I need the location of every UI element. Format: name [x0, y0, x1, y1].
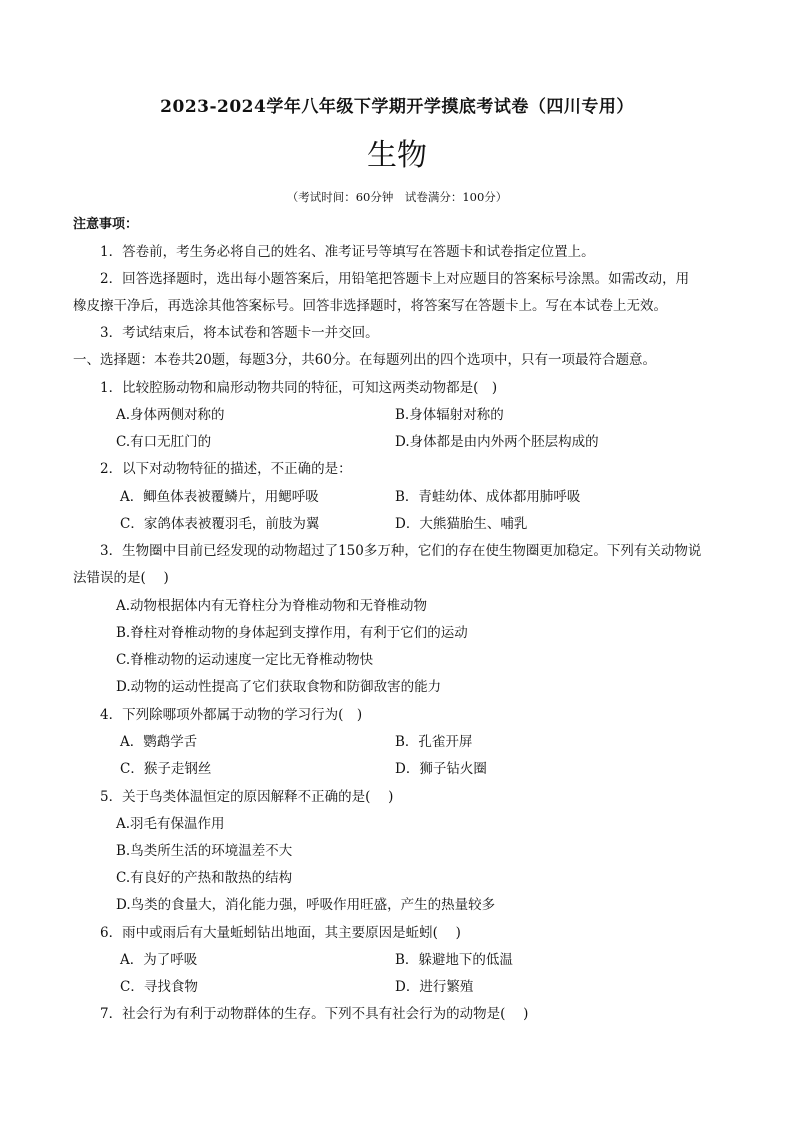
notice-heading: 注意事项： [73, 217, 139, 232]
question-3-option-b: B.脊柱对脊椎动物的身体起到支撑作用，有利于它们的运动 [116, 625, 468, 641]
section-heading [73, 351, 656, 369]
notice-item-2-cont: 橡皮擦干净后，再选涂其他答案标号。回答非选择题时，将答案写在答题卡上。写在本试卷上无效。 [73, 298, 667, 314]
question-4-option-c: C．猴子走钢丝 [120, 761, 212, 777]
question-6-option-a: A．为了呼吸 [120, 952, 198, 968]
exam-title: 2023-2024学年八年级下学期开学摸底考试卷（四川专用） [160, 97, 634, 117]
section-description: 本卷共20题，每题3分，共60分。在每题列出的四个选项中，只有一项最符合题意。 [154, 352, 656, 368]
question-3-stem: 3．生物圈中目前已经发现的动物超过了150多万种，它们的存在使生物圈更加稳定。下列有关动物说 [100, 543, 702, 559]
question-5-option-a: A.羽毛有保温作用 [116, 816, 225, 832]
question-1-option-a: A.身体两侧对称的 [116, 407, 225, 423]
question-1-option-c: C.有口无肛门的 [116, 434, 212, 450]
question-3-option-a: A.动物根据体内有无脊柱分为脊椎动物和无脊椎动物 [116, 598, 428, 614]
question-2-option-b: B．青蛙幼体、成体都用肺呼吸 [395, 489, 581, 505]
notice-item-3: 3．考试结束后，将本试卷和答题卡一并交回。 [100, 325, 379, 341]
question-1-option-d: D.身体都是由内外两个胚层构成的 [395, 434, 599, 450]
notice-item-2: 2．回答选择题时，选出每小题答案后，用铅笔把答题卡上对应题目的答案标号涂黑。如需改动，用 [100, 271, 690, 287]
question-1-option-b: B.身体辐射对称的 [395, 407, 504, 423]
question-6-option-c: C．寻找食物 [120, 979, 198, 995]
section-label: 一、选择题： [73, 352, 154, 368]
question-2-option-c: C．家鸽体表被覆羽毛，前肢为翼 [120, 516, 320, 532]
exam-info: （考试时间：60分钟 试卷满分：100分） [286, 190, 508, 204]
question-2-option-a: A．鲫鱼体表被覆鳞片，用鳃呼吸 [120, 489, 319, 505]
question-7-stem: 7．社会行为有利于动物群体的生存。下列不具有社会行为的动物是( ) [100, 1006, 529, 1022]
question-5-option-d: D.鸟类的食量大，消化能力强，呼吸作用旺盛，产生的热量较多 [116, 897, 496, 913]
question-2-stem: 2．以下对动物特征的描述，不正确的是： [100, 461, 352, 477]
question-3-option-c: C.脊椎动物的运动速度一定比无脊椎动物快 [116, 652, 374, 668]
question-4-option-d: D．狮子钻火圈 [395, 761, 487, 777]
question-4-stem: 4．下列除哪项外都属于动物的学习行为( ) [100, 707, 363, 723]
question-3-option-d: D.动物的运动性提高了它们获取食物和防御敌害的能力 [116, 679, 442, 695]
question-5-option-c: C.有良好的产热和散热的结构 [116, 870, 293, 886]
question-4-option-b: B．孔雀开屏 [395, 734, 473, 750]
question-6-option-b: B．躲避地下的低温 [395, 952, 513, 968]
question-1-stem: 1．比较腔肠动物和扁形动物共同的特征，可知这两类动物都是( ) [100, 380, 498, 396]
question-4-option-a: A．鹦鹉学舌 [120, 734, 198, 750]
question-3-stem-cont: 法错误的是( ) [73, 570, 169, 586]
question-2-option-d: D．大熊猫胎生、哺乳 [395, 516, 528, 532]
question-6-stem: 6．雨中或雨后有大量蚯蚓钻出地面，其主要原因是蚯蚓( ) [100, 925, 461, 941]
subject-title: 生物 [367, 138, 427, 173]
notice-item-1: 1．答卷前，考生务必将自己的姓名、准考证号等填写在答题卡和试卷指定位置上。 [100, 244, 595, 260]
question-5-option-b: B.鸟类所生活的环境温差不大 [116, 843, 293, 859]
question-6-option-d: D．进行繁殖 [395, 979, 474, 995]
question-5-stem: 5．关于鸟类体温恒定的原因解释不正确的是( ) [100, 789, 394, 805]
